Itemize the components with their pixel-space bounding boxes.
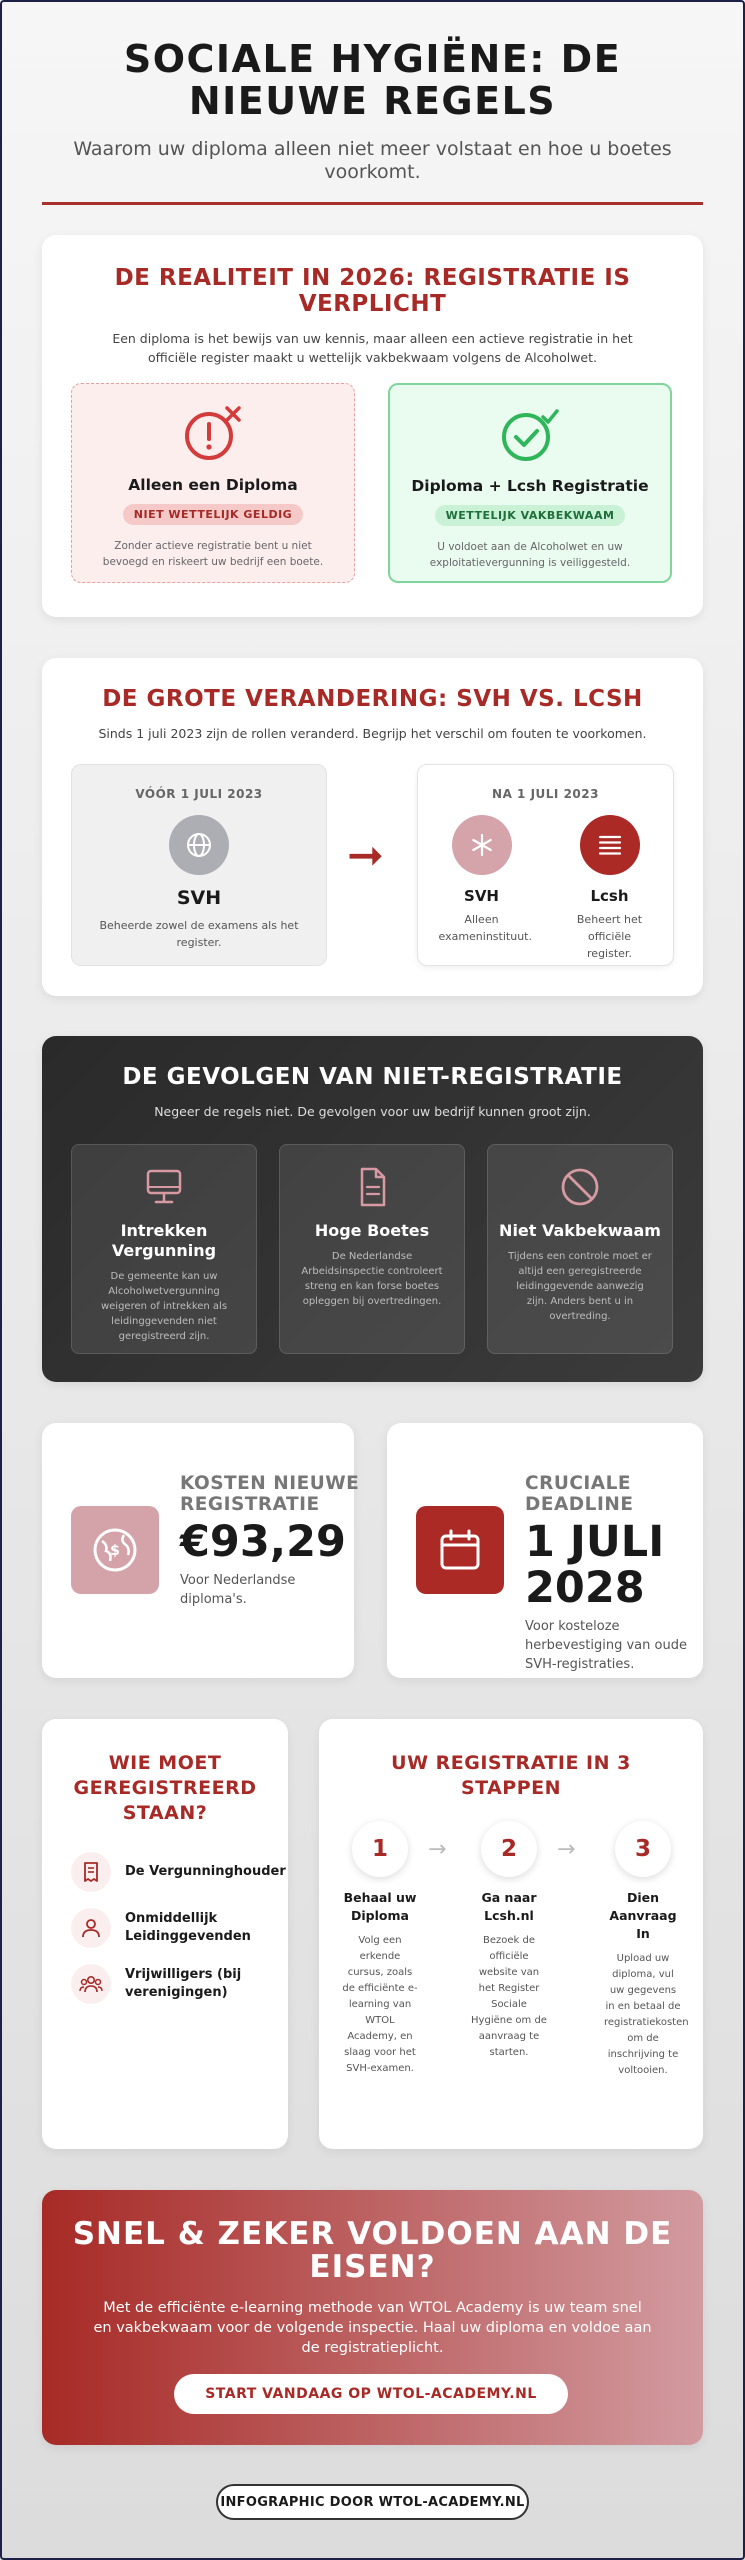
calendar-icon [416,1506,504,1594]
after-svh [438,815,532,962]
diploma-registration-title: Diploma + Lcsh Registratie [411,477,649,495]
infographic [42,0,703,2510]
prohibited-icon [488,1165,672,1209]
steps-title: UW REGISTRATIE IN 3 STAPPEN [391,1752,631,1799]
diploma-only-title: Alleen een Diploma [128,476,298,494]
cost-stat-card [42,1423,360,1678]
svg-text:$: $ [110,1543,120,1559]
after-panel [417,764,674,966]
monitor-icon [72,1165,256,1209]
step-desc: Volg een erkende cursus, zoals de efficiënte e-learning van WTOL Academy, en slaag voor het SVH-examen. [342,1935,418,2074]
step-number: 3 [615,1821,671,1877]
page-title: SOCIALE HYGIËNE: DE NIEUWE REGELS [123,37,622,123]
after-lcsh-name: Lcsh [590,887,629,905]
check-icon [390,407,670,461]
change-title: DE GROTE VERANDERING: SVH VS. LCSH [102,686,643,712]
step-desc: Upload uw diploma, vul uw gegevens in en betaal de registratiekosten om de inschrijving te voltooien. [604,1953,689,2076]
step-item [470,1821,548,2061]
consequence-item [279,1144,465,1354]
before-label: VÓÓR 1 JULI 2023 [135,787,263,801]
reality-card [42,235,703,617]
asterisk-icon [452,815,512,875]
step-number: 1 [352,1821,408,1877]
group-icon [71,1964,111,2004]
consequence-title: Intrekken Vergunning [111,1221,217,1260]
cost-desc: Voor Nederlandse diploma's. [180,1573,296,1607]
after-label: NA 1 JULI 2023 [492,787,599,801]
footer-credit: INFOGRAPHIC DOOR WTOL-ACADEMY.NL [216,2484,529,2520]
cta-desc: Met de efficiënte e-learning methode van WTOL Academy is uw team snel en vakbekwaam voor de volgende inspectie. Haal uw diploma en voldoe aan de registratieplicht. [93,2300,652,2356]
reality-title: DE REALITEIT IN 2026: REGISTRATIE IS VERPLICHT [114,265,631,317]
globe-money-icon [71,1506,159,1594]
error-icon [72,406,354,460]
consequence-desc: De gemeente kan uw Alcoholwetvergunning weigeren of intrekken als leidinggevenden niet geregistreerd zijn. [100,1271,228,1342]
after-svh-name: SVH [464,887,499,905]
deadline-label: CRUCIALE DEADLINE [525,1473,634,1515]
consequence-item [71,1144,257,1354]
deadline-desc: Voor kosteloze herbevestiging van oude SVH-registraties. [525,1619,687,1672]
diploma-registration-desc: U voldoet aan de Alcoholwet en uw exploitatievergunning is veiliggesteld. [429,541,631,569]
diploma-registration-box [388,383,672,583]
page-subtitle: Waarom uw diploma alleen niet meer volstaat en hoe u boetes voorkomt. [73,138,672,183]
consequences-title: DE GEVOLGEN VAN NIET-REGISTRATIE [122,1064,623,1090]
consequence-item [487,1144,673,1354]
start-button[interactable]: START VANDAAG OP WTOL-ACADEMY.NL [174,2374,568,2414]
step-title: Dien Aanvraag In [609,1890,677,1941]
valid-badge: WETTELIJK VAKBEKWAAM [435,505,626,526]
cost-label: KOSTEN NIEUWE REGISTRATIE [180,1473,360,1515]
who-card [42,1719,288,2149]
deadline-value: 1 JULI 2028 [525,1517,665,1613]
diploma-only-desc: Zonder actieve registratie bent u niet bevoegd en riskeert uw bedrijf een boete. [102,540,324,568]
step-title: Ga naar Lcsh.nl [481,1890,537,1923]
who-label: Vrijwilligers (bij verenigingen) [125,1967,242,2000]
who-label: De Vergunninghouder [125,1864,286,1879]
after-svh-desc: Alleen exameninstituut. [438,913,532,943]
deadline-stat-card [387,1423,703,1678]
change-subtitle: Sinds 1 juli 2023 zijn de rollen veranderd. Begrijp het verschil om fouten te voorkomen. [98,726,647,741]
consequence-title: Hoge Boetes [314,1221,430,1240]
after-lcsh-desc: Beheert het officiële register. [576,913,643,960]
consequences-subtitle: Negeer de regels niet. De gevolgen voor uw bedrijf kunnen groot zijn. [154,1104,591,1119]
steps-card [319,1719,703,2149]
header [42,0,703,205]
not-valid-badge: NIET WETTELIJK GELDIG [123,504,303,525]
who-label: Onmiddellijk Leidinggevenden [125,1911,251,1944]
diploma-only-box [71,383,355,583]
who-item [71,1964,288,2004]
person-icon [71,1908,111,1948]
before-panel [71,764,327,966]
step-item [341,1821,419,2077]
cta-title: SNEL & ZEKER VOLDOEN AAN DE EISEN? [72,2216,673,2285]
arrow-right-icon: → [557,1837,576,1862]
receipt-icon [71,1852,111,1892]
consequences-card [42,1036,703,1382]
header-divider [42,202,703,205]
consequence-desc: Tijdens een controle moet er altijd een geregistreerde leidinggevende aanwezig zijn. Anders bent u in overtreding. [508,1251,652,1322]
after-lcsh [567,815,653,962]
before-desc: Beheerde zowel de examens als het register. [99,919,299,949]
before-svh-name: SVH [176,887,222,909]
cta-card [42,2190,703,2445]
who-title: WIE MOET GEREGISTREERD STAAN? [73,1752,257,1824]
consequence-desc: De Nederlandse Arbeidsinspectie controleert streng en kan forse boetes opleggen bij overtredingen. [301,1251,443,1307]
cost-value: €93,29 [180,1517,346,1567]
register-icon [580,815,640,875]
step-number: 2 [481,1821,537,1877]
arrow-right-icon: → [428,1837,447,1862]
consequence-title: Niet Vakbekwaam [499,1221,661,1240]
who-item [71,1908,288,1948]
step-desc: Bezoek de officiële website van het Register Sociale Hygiëne om de aanvraag te starten. [471,1935,547,2058]
document-icon [280,1165,464,1209]
reality-subtitle: Een diploma is het bewijs van uw kennis, maar alleen een actieve registratie in het officiële register maakt u wettelijk vakbekwaam volgens de Alcoholwet. [112,331,633,365]
step-item [604,1821,689,2079]
change-card [42,658,703,996]
step-title: Behaal uw Diploma [343,1890,417,1923]
arrow-right-icon: ➞ [347,830,384,881]
who-item [71,1852,288,1892]
globe-icon [169,815,229,875]
